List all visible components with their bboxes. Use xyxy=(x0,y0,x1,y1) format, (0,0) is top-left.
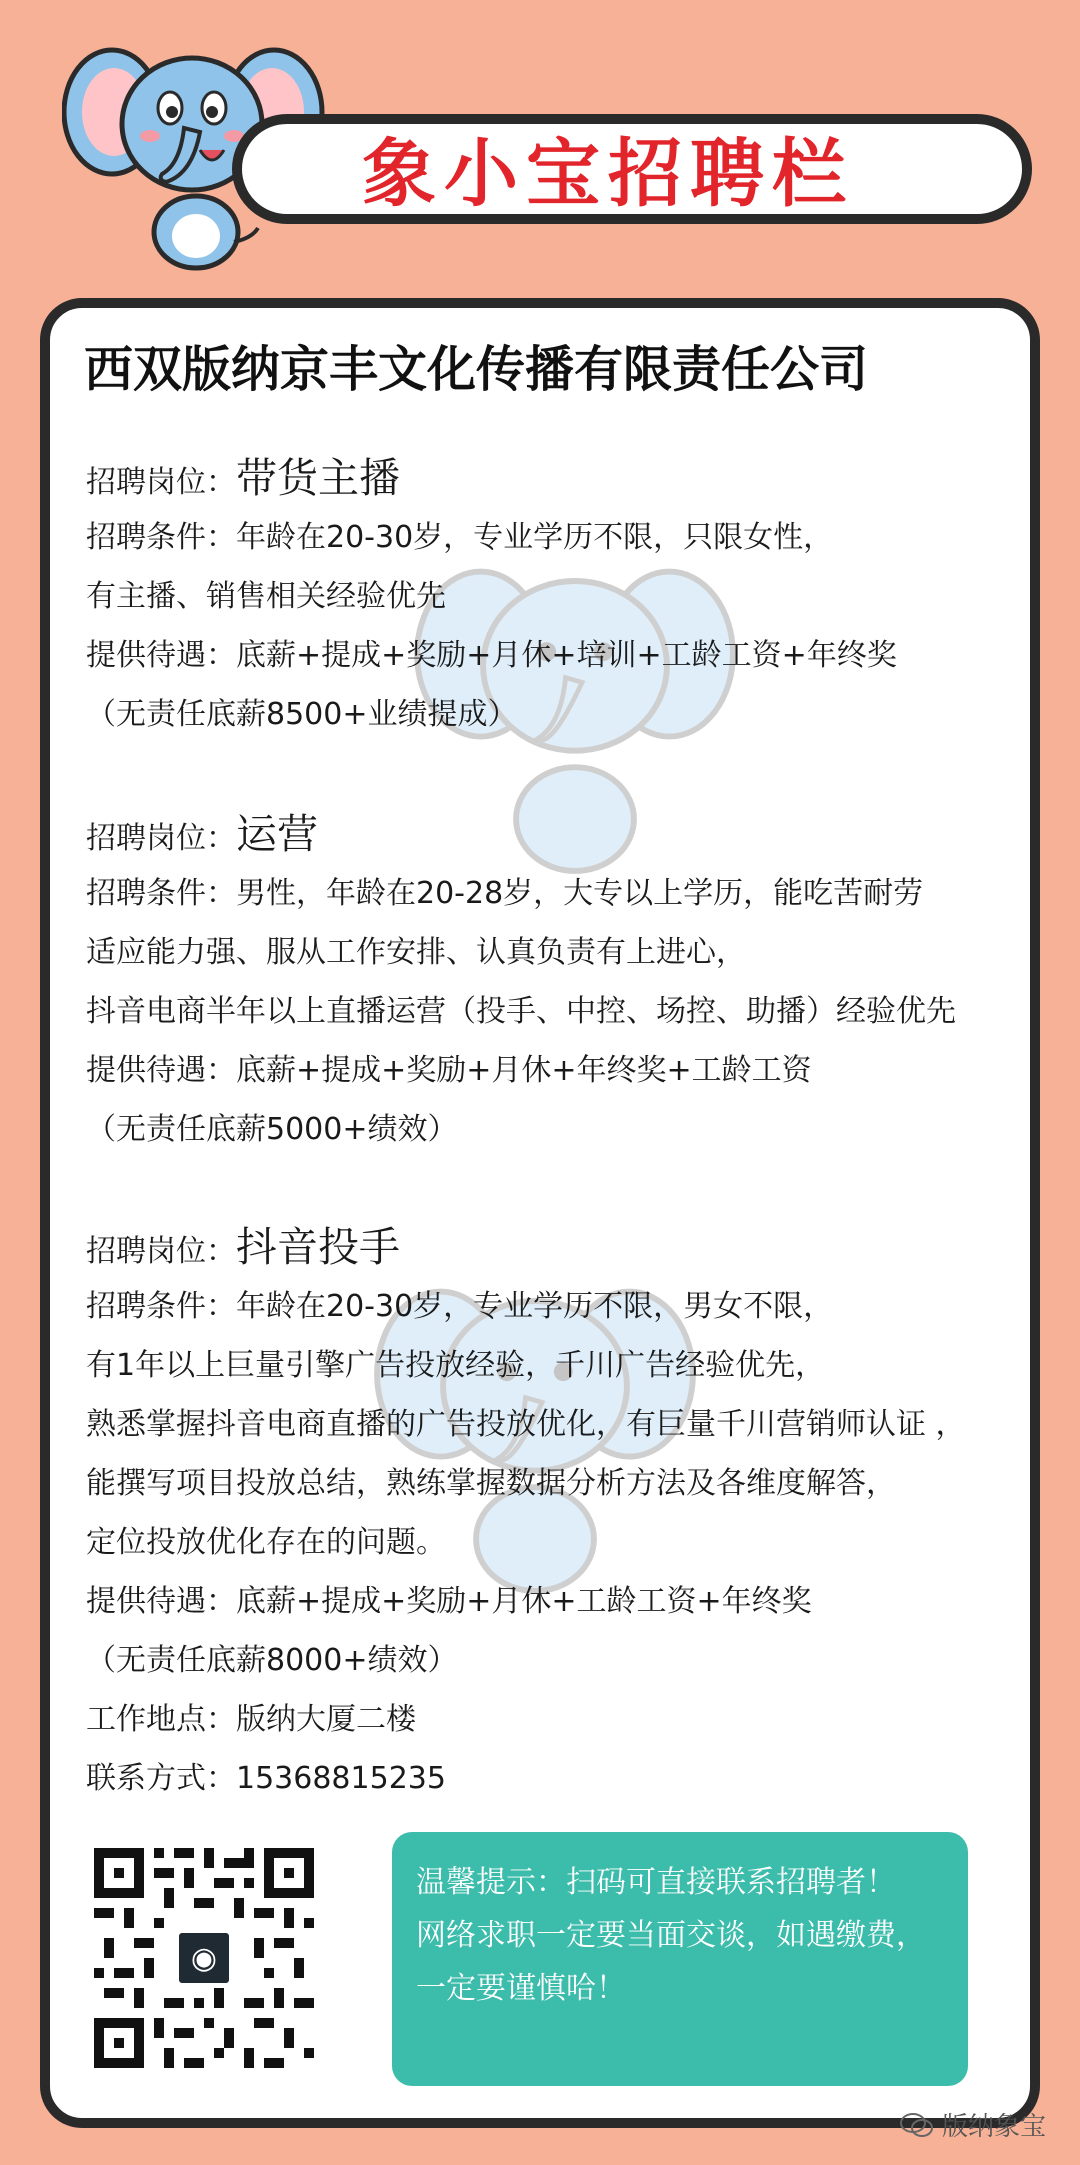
job-detail-line: （无责任底薪8500+业绩提成） xyxy=(86,697,518,732)
position-name: 带货主播 xyxy=(236,454,400,502)
company-name: 西双版纳京丰文化传播有限责任公司 xyxy=(84,341,869,398)
position-name: 运营 xyxy=(236,810,318,858)
footer-brand xyxy=(900,2106,1046,2143)
job-position xyxy=(86,804,1026,864)
footer-brand-name: 版纳象宝 xyxy=(941,2112,1046,2142)
warm-tip-box xyxy=(392,1832,968,2086)
job-detail-line: 招聘条件：年龄在20-30岁，专业学历不限，只限女性， xyxy=(86,520,834,555)
job-detail-line: （无责任底薪8000+绩效） xyxy=(86,1643,458,1678)
job-detail-line: 熟悉掌握抖音电商直播的广告投放优化，有巨量千川营销师认证 ， xyxy=(86,1407,966,1442)
job-position xyxy=(86,448,1026,508)
page-title: 象小宝招聘栏 xyxy=(362,131,854,217)
job-detail-line: 抖音电商半年以上直播运营（投手、中控、场控、助播）经验优先 xyxy=(86,994,956,1029)
job-detail-line: 有主播、销售相关经验优先 xyxy=(86,579,446,614)
job-detail-line: 招聘条件：男性，年龄在20-28岁，大专以上学历，能吃苦耐劳 xyxy=(86,876,924,911)
job-detail-line: 提供待遇：底薪+提成+奖励+月休+工龄工资+年终奖 xyxy=(86,1584,812,1619)
job-detail-line: 招聘条件：年龄在20-30岁，专业学历不限，男女不限， xyxy=(86,1289,834,1324)
work-location: 工作地点：版纳大厦二楼 xyxy=(86,1702,416,1737)
job-position xyxy=(86,1217,1026,1277)
job-posting-card xyxy=(40,298,1040,2128)
qr-code-icon[interactable] xyxy=(94,1848,314,2068)
job-detail-line: 提供待遇：底薪+提成+奖励+月休+年终奖+工龄工资 xyxy=(86,1053,812,1088)
job-detail-line: （无责任底薪5000+绩效） xyxy=(86,1112,458,1147)
contact-phone[interactable]: 联系方式：15368815235 xyxy=(86,1761,446,1796)
position-label: 招聘岗位： xyxy=(86,821,236,856)
wechat-icon xyxy=(900,2112,934,2138)
position-label: 招聘岗位： xyxy=(86,1234,236,1269)
tip-line: 网络求职一定要当面交谈，如遇缴费， xyxy=(416,1918,926,1953)
position-name: 抖音投手 xyxy=(236,1223,400,1271)
job-detail-line: 适应能力强、服从工作安排、认真负责有上进心， xyxy=(86,935,746,970)
job-detail-line: 定位投放优化存在的问题。 xyxy=(86,1525,446,1560)
job-detail-line: 提供待遇：底薪+提成+奖励+月休+培训+工龄工资+年终奖 xyxy=(86,638,897,673)
job-detail-line: 有1年以上巨量引擎广告投放经验，千川广告经验优先， xyxy=(86,1348,826,1383)
tip-line: 温馨提示：扫码可直接联系招聘者！ xyxy=(416,1865,896,1900)
wechat-icon: ◉ xyxy=(174,1928,234,1988)
job-list xyxy=(86,448,1026,1808)
tip-line: 一定要谨慎哈！ xyxy=(416,1971,626,2006)
job-detail-line: 能撰写项目投放总结，熟练掌握数据分析方法及各维度解答， xyxy=(86,1466,896,1501)
position-label: 招聘岗位： xyxy=(86,465,236,500)
header-banner xyxy=(232,114,1032,224)
